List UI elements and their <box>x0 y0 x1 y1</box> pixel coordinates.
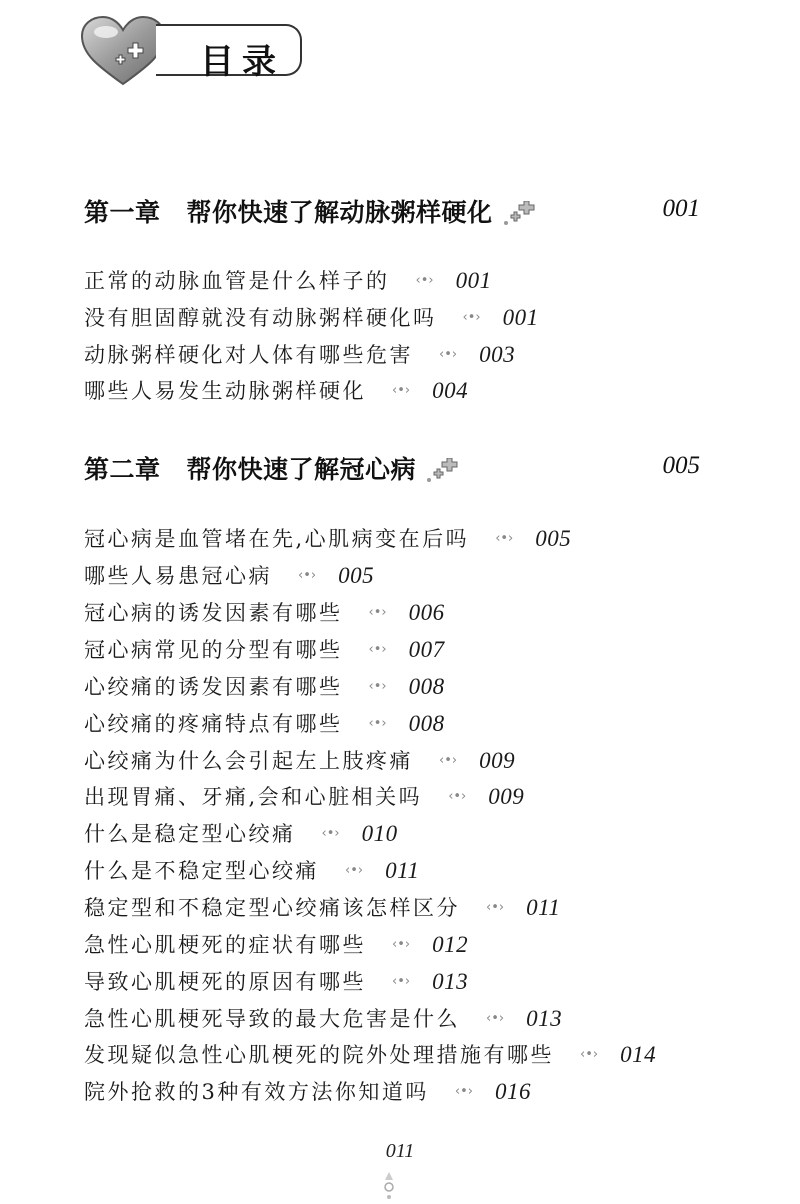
chapter-title: 帮你快速了解动脉粥样硬化 <box>186 198 493 227</box>
entry-title: 导致心肌梗死的原因有哪些 <box>84 970 366 994</box>
entry-page: 001 <box>502 305 539 330</box>
entry-page: 010 <box>361 821 398 846</box>
entry-title: 什么是稳定型心绞痛 <box>84 822 296 846</box>
entry-page: 016 <box>494 1079 531 1104</box>
entry-title: 院外抢救的3种有效方法你知道吗 <box>84 1080 429 1104</box>
entry-page: 011 <box>385 858 420 883</box>
toc-entry[interactable] <box>84 597 445 629</box>
arrow-separator-icon: ‹•› <box>495 530 514 546</box>
arrow-separator-icon: ‹•› <box>580 1046 599 1062</box>
footer-page-number: 011 <box>385 1140 415 1162</box>
arrow-separator-icon: ‹•› <box>392 973 411 989</box>
toc-entry[interactable] <box>84 671 445 703</box>
entry-page: 003 <box>479 342 516 367</box>
entry-title: 发现疑似急性心肌梗死的院外处理措施有哪些 <box>84 1043 554 1067</box>
entry-title: 冠心病常见的分型有哪些 <box>84 638 343 662</box>
entry-page: 008 <box>408 711 445 736</box>
toc-entry[interactable] <box>84 966 468 998</box>
toc-entry[interactable] <box>84 818 398 850</box>
entry-title: 心绞痛为什么会引起左上肢疼痛 <box>84 749 413 773</box>
arrow-separator-icon: ‹•› <box>439 346 458 362</box>
toc-entry[interactable] <box>84 302 539 334</box>
entry-page: 001 <box>455 268 492 293</box>
chapter-page: 005 <box>662 452 700 479</box>
arrow-separator-icon: ‹•› <box>462 309 481 325</box>
entry-title: 冠心病是血管堵在先,心肌病变在后吗 <box>84 527 470 551</box>
arrow-separator-icon: ‹•› <box>368 641 387 657</box>
arrow-separator-icon: ‹•› <box>321 825 340 841</box>
toc-entry[interactable] <box>84 523 571 555</box>
entry-title: 心绞痛的疼痛特点有哪些 <box>84 712 343 736</box>
toc-entry[interactable] <box>84 708 445 740</box>
arrow-separator-icon: ‹•› <box>392 382 411 398</box>
entry-title: 冠心病的诱发因素有哪些 <box>84 601 343 625</box>
toc-entry[interactable] <box>84 560 374 592</box>
chapter-1-heading[interactable] <box>84 193 700 227</box>
toc-entry[interactable] <box>84 1076 531 1108</box>
chapter-2-heading[interactable] <box>84 450 700 484</box>
toc-entry[interactable] <box>84 855 419 887</box>
entry-page: 006 <box>408 600 445 625</box>
arrow-separator-icon: ‹•› <box>415 272 434 288</box>
toc-entry[interactable] <box>84 1039 656 1071</box>
toc-entry[interactable] <box>84 375 468 407</box>
entry-page: 013 <box>526 1006 563 1031</box>
arrow-separator-icon: ‹•› <box>368 678 387 694</box>
chapter-title: 帮你快速了解冠心病 <box>186 455 417 484</box>
entry-title: 哪些人易发生动脉粥样硬化 <box>84 379 366 403</box>
arrow-separator-icon: ‹•› <box>439 752 458 768</box>
entry-title: 急性心肌梗死的症状有哪些 <box>84 933 366 957</box>
toc-entry[interactable] <box>84 265 492 297</box>
entry-title: 稳定型和不稳定型心绞痛该怎样区分 <box>84 896 460 920</box>
footer-ornament-icon <box>381 1170 397 1202</box>
chapter-page: 001 <box>662 195 700 222</box>
chapter-number: 第一章 <box>84 198 161 227</box>
arrow-separator-icon: ‹•› <box>454 1083 473 1099</box>
chapter-number: 第二章 <box>84 455 161 484</box>
entry-page: 009 <box>488 784 525 809</box>
arrow-separator-icon: ‹•› <box>368 604 387 620</box>
entry-page: 007 <box>408 637 445 662</box>
entry-title: 急性心肌梗死导致的最大危害是什么 <box>84 1007 460 1031</box>
sparkle-icon <box>503 201 537 227</box>
heart-icon <box>78 14 168 90</box>
toc-entry[interactable] <box>84 745 515 777</box>
entry-title: 什么是不稳定型心绞痛 <box>84 859 319 883</box>
toc-entry[interactable] <box>84 634 445 666</box>
entry-page: 013 <box>432 969 469 994</box>
arrow-separator-icon: ‹•› <box>392 936 411 952</box>
arrow-separator-icon: ‹•› <box>486 1010 505 1026</box>
entry-title: 正常的动脉血管是什么样子的 <box>84 269 390 293</box>
entry-page: 005 <box>338 563 375 588</box>
arrow-separator-icon: ‹•› <box>298 567 317 583</box>
entry-title: 出现胃痛、牙痛,会和心脏相关吗 <box>84 785 423 809</box>
arrow-separator-icon: ‹•› <box>345 862 364 878</box>
entry-page: 004 <box>432 378 469 403</box>
toc-entry[interactable] <box>84 781 524 813</box>
arrow-separator-icon: ‹•› <box>368 715 387 731</box>
entry-page: 008 <box>408 674 445 699</box>
entry-page: 012 <box>432 932 469 957</box>
entry-page: 005 <box>535 526 572 551</box>
entry-title: 没有胆固醇就没有动脉粥样硬化吗 <box>84 306 437 330</box>
sparkle-icon <box>426 458 460 484</box>
entry-page: 011 <box>526 895 561 920</box>
entry-title: 哪些人易患冠心病 <box>84 564 272 588</box>
arrow-separator-icon: ‹•› <box>486 899 505 915</box>
entry-page: 014 <box>620 1042 657 1067</box>
toc-entry[interactable] <box>84 929 468 961</box>
toc-entry[interactable] <box>84 1003 562 1035</box>
entry-title: 动脉粥样硬化对人体有哪些危害 <box>84 343 413 367</box>
entry-title: 心绞痛的诱发因素有哪些 <box>84 675 343 699</box>
arrow-separator-icon: ‹•› <box>448 788 467 804</box>
toc-title: 目录 <box>200 42 284 82</box>
toc-entry[interactable] <box>84 339 515 371</box>
toc-entry[interactable] <box>84 892 560 924</box>
entry-page: 009 <box>479 748 516 773</box>
